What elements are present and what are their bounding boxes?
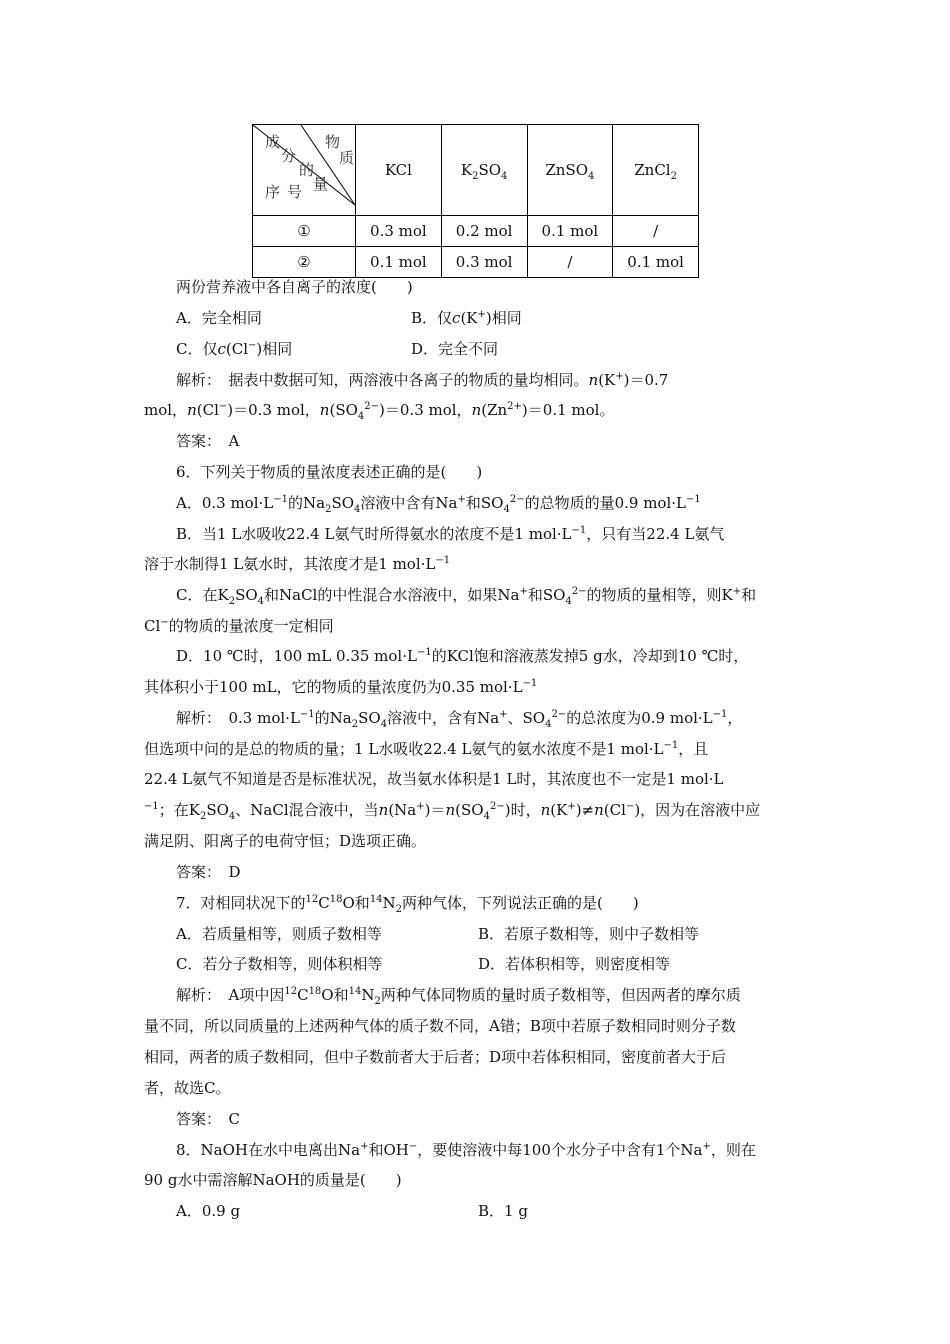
diagonal-header-cell (253, 125, 356, 216)
table-header-row (253, 125, 699, 216)
diag-char-cheng: 成 (265, 133, 281, 151)
q6-analysis-line: 但选项中问的是总的物质的量；1 L水吸收22.4 L氨气的氨水浓度不是1 $mol\cdot L^{-1}$，且 (144, 740, 709, 758)
q5-option-a: A．完全相同 (176, 309, 262, 327)
q6-option-d: D．10 ℃时，100 mL 0.35 $mol\cdot L^{-1}$的KCl饱和溶液蒸发掉5 g水，冷却到10 ℃时， (176, 647, 749, 665)
q6-option-d-cont: 其体积小于100 mL，它的物质的量浓度仍为0.35 $mol\cdot L^{-1}$ (144, 678, 538, 696)
diag-char-wu: 物 (325, 133, 341, 151)
q5-answer: 答案： A (176, 432, 240, 450)
q7-answer: 答案： C (176, 1110, 240, 1128)
header-zncl2: ZnCl$_2$ (613, 125, 699, 216)
q6-option-b-cont: 溶于水制得1 L氨水时，其浓度才是1 $mol\cdot L^{-1}$ (144, 555, 451, 573)
diag-char-de: 的 (299, 161, 315, 179)
q7-analysis-line: 解析： A项中因$^{12}C^{18}O$和$^{14}N_2$两种气体同物质的量时质子数相等，但因两者的摩尔质 (176, 986, 741, 1007)
q5-options-cd (176, 338, 809, 360)
q6-analysis-line: 22.4 L氨气不知道是否是标准状况，故当氨水体积是1 L时，其浓度也不一定是1 mol·L (144, 770, 724, 788)
table-row (253, 247, 699, 278)
q5-option-c: C．仅c(Cl−)相同 (176, 340, 293, 358)
table-cell: 0.3 mol (356, 216, 442, 247)
table-cell: 0.1 mol (613, 247, 699, 278)
header-znso4: ZnSO$_4$ (527, 125, 613, 216)
q5-analysis-line: mol，n(Cl−)＝0.3 mol，$n(SO_4^{2-})=0.3$ mol，$n(Zn^{2+})=0.1$ mol。 (144, 401, 615, 422)
q7-option-c: C．若分子数相等，则体积相等 (176, 955, 383, 973)
table-row (253, 216, 699, 247)
q7-options-ab (176, 923, 809, 945)
header-k2so4: $K_2SO_4$ (441, 125, 527, 216)
q8-option-b: B．1 g (478, 1202, 528, 1220)
q6-analysis-line: $^{-1}$；在$K_2SO_4$、NaCl混合液中，当$n(Na^+)=n(SO_4^{2-})$时，n(K+)≠n(Cl−)，因为在溶液中应 (144, 801, 761, 822)
q7-option-b: B．若原子数相等，则中子数相等 (478, 925, 700, 943)
header-kcl: KCl (356, 125, 442, 216)
q6-analysis-line: 解析： 0.3 $mol\cdot L^{-1}$的$Na_2SO_4$溶液中，含有Na+、$SO_4^{2-}$的总浓度为0.9 $mol\cdot L^{-1}$， (176, 709, 743, 730)
row-index: ① (253, 216, 356, 247)
q5-analysis-line: 解析： 据表中数据可知，两溶液中各离子的物质的量均相同。n(K+)＝0.7 (176, 371, 669, 389)
q8-option-a: A．0.9 g (176, 1202, 241, 1220)
q6-option-c-cont: Cl−的物质的量浓度一定相同 (144, 617, 334, 635)
table-cell: 0.3 mol (441, 247, 527, 278)
row-index: ② (253, 247, 356, 278)
q5-stem: 两份营养液中各自离子的浓度( ) (176, 278, 413, 296)
composition-table (252, 124, 699, 278)
q6-analysis-line: 满足阴、阳离子的电荷守恒；D选项正确。 (144, 832, 427, 850)
q6-option-c: C．在$K_2SO_4$和NaCl的中性混合水溶液中，如果Na+和$SO_4^{2-}$的物质的量相等，则K+和 (176, 586, 757, 607)
table-cell: 0.1 mol (527, 216, 613, 247)
q7-analysis-line: 量不同，所以同质量的上述两种气体的质子数不同，A错；B项中若原子数相同时则分子数 (144, 1017, 736, 1035)
diag-char-hao: 号 (287, 183, 303, 201)
q7-analysis-line: 相同，两者的质子数相同，但中子数前者大于后者；D项中若体积相同，密度前者大于后 (144, 1048, 727, 1066)
q8-stem-cont: 90 g水中需溶解NaOH的质量是( ) (144, 1171, 402, 1189)
q6-answer: 答案： D (176, 863, 241, 881)
table-cell: / (527, 247, 613, 278)
q6-option-a: A．0.3 $mol\cdot L^{-1}$的$Na_2SO_4$溶液中含有Na+和$SO_4^{2-}$的总物质的量0.9 $mol\cdot L^{-1}$ (176, 494, 701, 515)
q7-options-cd (176, 953, 809, 975)
diag-char-xu: 序 (265, 183, 281, 201)
q8-stem: 8．NaOH在水中电离出Na+和OH−，要使溶液中每100个水分子中含有1个Na+，则在 (176, 1141, 756, 1159)
q5-option-b: B．仅c(K+)相同 (411, 309, 522, 327)
q7-analysis-line: 者，故选C。 (144, 1079, 231, 1097)
q7-option-a: A．若质量相等，则质子数相等 (176, 925, 382, 943)
q5-option-d: D．完全不同 (411, 340, 499, 358)
table-cell: / (613, 216, 699, 247)
q6-stem: 6．下列关于物质的量浓度表述正确的是( ) (176, 463, 483, 481)
table-cell: 0.2 mol (441, 216, 527, 247)
q7-option-d: D．若体积相等，则密度相等 (478, 955, 671, 973)
q7-stem: 7．对相同状况下的$^{12}C^{18}O$和$^{14}N_2$两种气体，下列说法正确的是( ) (176, 894, 639, 915)
table-cell: 0.1 mol (356, 247, 442, 278)
diag-char-zhi: 质 (339, 149, 355, 167)
diag-char-liang: 量 (313, 175, 329, 193)
q5-options-ab (176, 307, 809, 329)
q6-option-b: B．当1 L水吸收22.4 L氨气时所得氨水的浓度不是1 $mol\cdot L^{-1}$，只有当22.4 L氨气 (176, 525, 725, 543)
diag-char-fen: 分 (281, 147, 297, 165)
q8-options-ab (176, 1200, 809, 1222)
